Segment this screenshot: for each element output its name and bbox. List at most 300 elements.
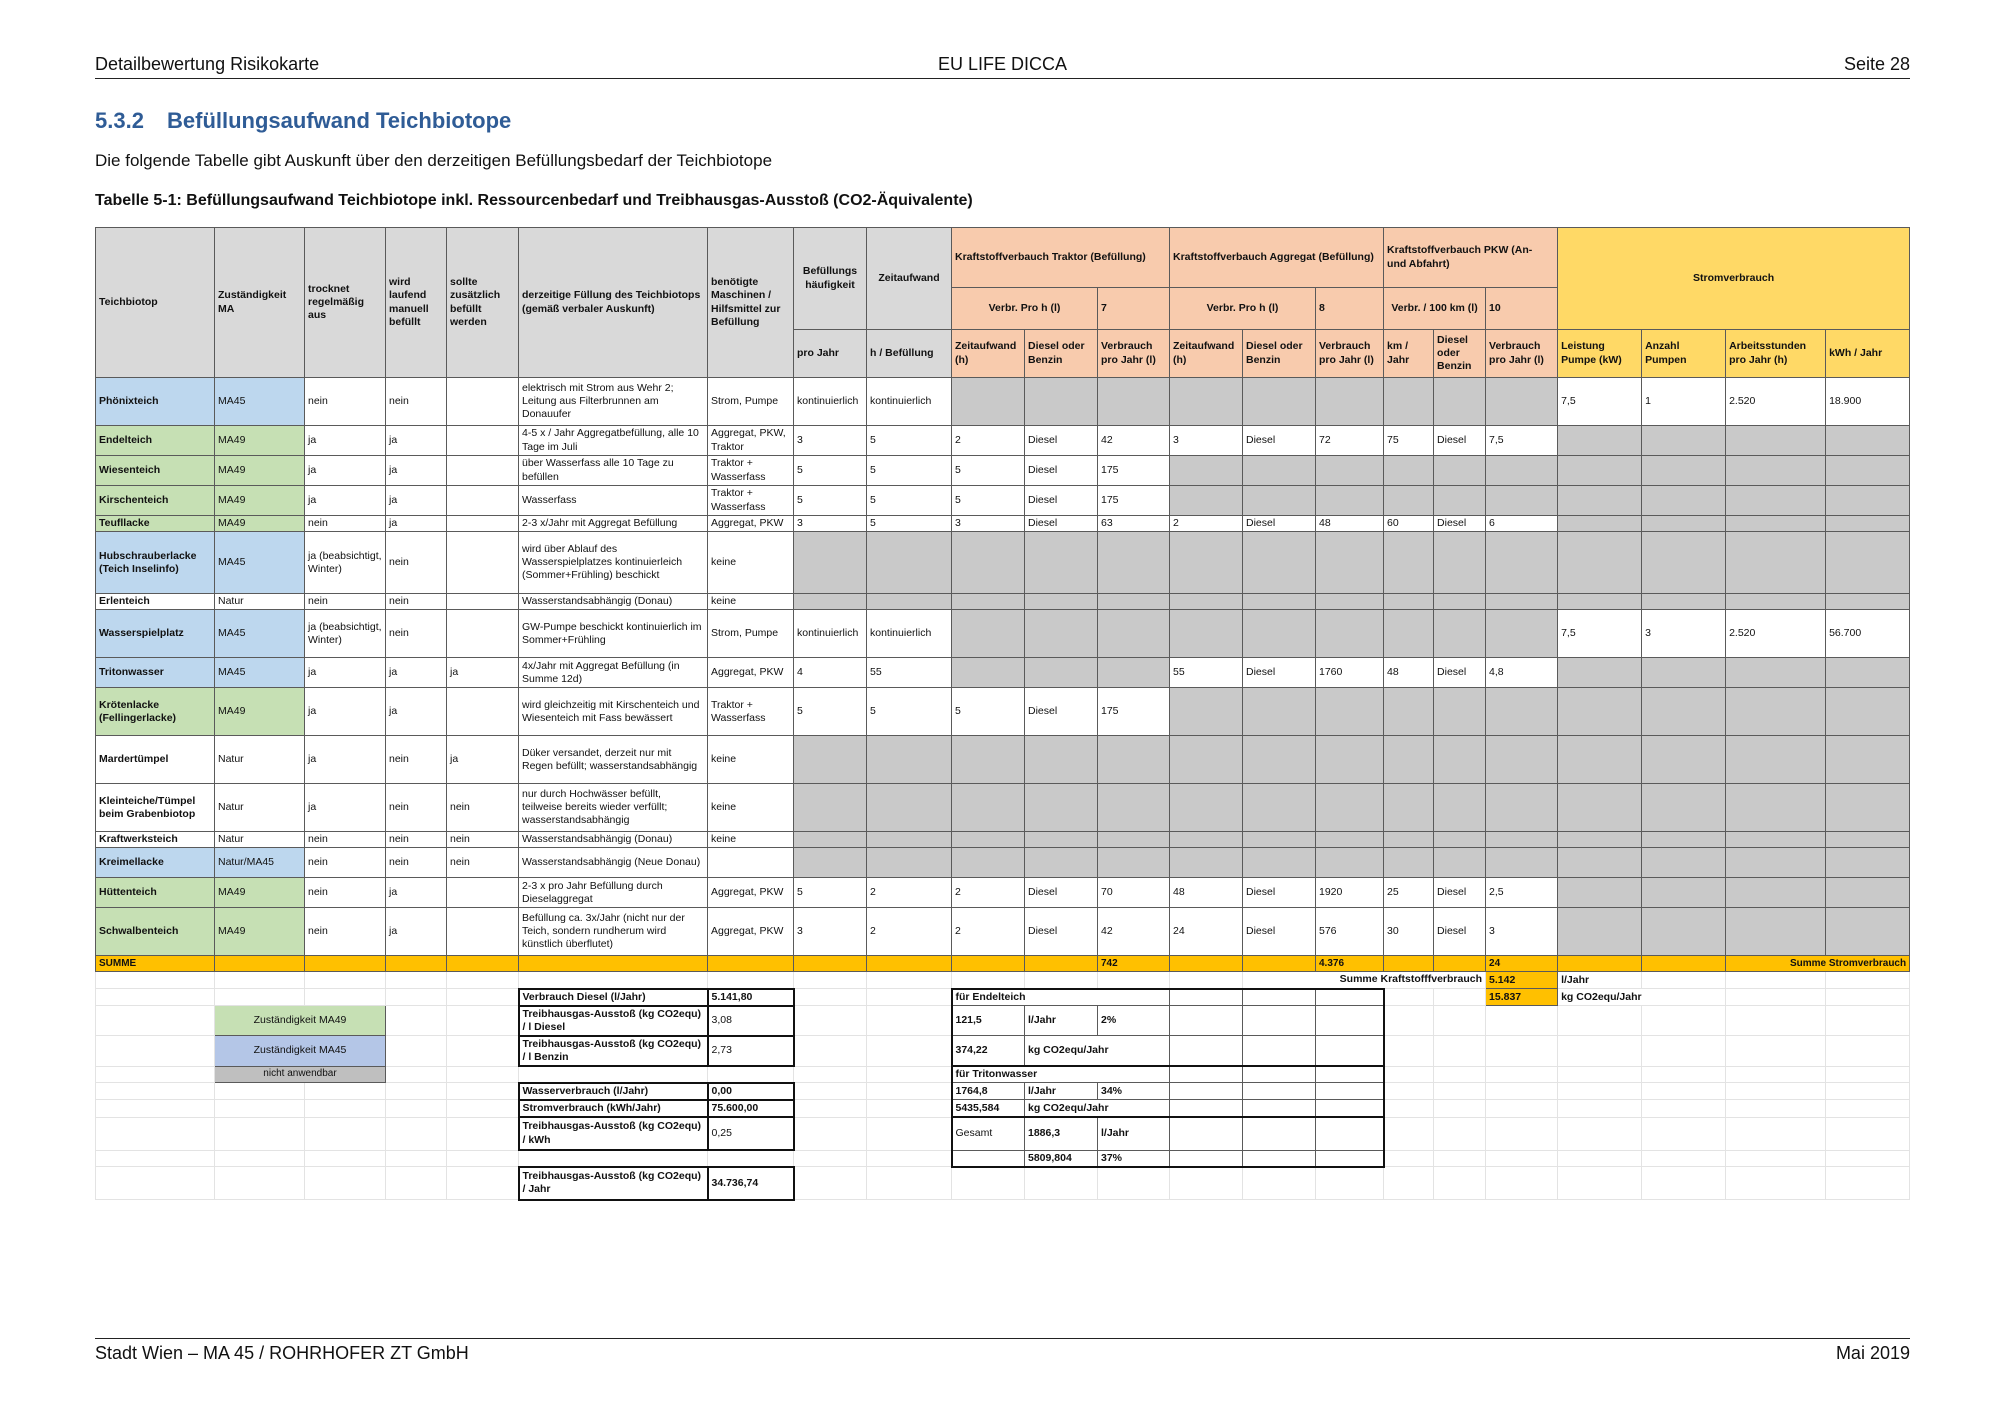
cell-maschinen: Traktor + Wasserfass <box>708 688 794 736</box>
cell-zust: Natur <box>215 832 305 848</box>
cell-zust: MA49 <box>215 688 305 736</box>
legend-ma45: Zuständigkeit MA45 <box>215 1036 386 1066</box>
cell-zeitaufwand: 5 <box>867 688 952 736</box>
cell-kwh <box>1826 532 1910 594</box>
cell-pd <box>1434 378 1486 426</box>
cell-haeufigkeit: 5 <box>794 878 867 908</box>
triton-gesamt-label: Gesamt <box>952 1117 1025 1150</box>
cell-kwh <box>1826 456 1910 486</box>
calc-co2-kwh-val: 0,25 <box>708 1117 794 1150</box>
cell-ad <box>1243 784 1316 832</box>
cell-zust: Natur/MA45 <box>215 848 305 878</box>
cell-tz: 3 <box>952 516 1025 532</box>
cell-tz <box>952 610 1025 658</box>
cell-anzahl <box>1642 516 1726 532</box>
table-row <box>96 456 1910 486</box>
cell-fuellung: 4-5 x / Jahr Aggregatbefüllung, alle 10 Tage im Juli <box>519 426 708 456</box>
cell-az <box>1170 486 1243 516</box>
table-row <box>96 848 1910 878</box>
cell-km <box>1384 848 1434 878</box>
cell-sollte <box>447 532 519 594</box>
cell-manuell: nein <box>386 832 447 848</box>
th-trocknet: trocknet regelmäßig aus <box>305 228 386 378</box>
th-pro-jahr: pro Jahr <box>794 330 867 378</box>
cell-pv <box>1486 784 1558 832</box>
cell-leistung: 7,5 <box>1558 610 1642 658</box>
cell-td <box>1025 658 1098 688</box>
cell-haeufigkeit: 5 <box>794 688 867 736</box>
section-title-text: Befüllungsaufwand Teichbiotope <box>167 108 512 133</box>
cell-trocknet: ja (beabsichtigt, Winter) <box>305 532 386 594</box>
cell-sollte: nein <box>447 832 519 848</box>
cell-maschinen: Aggregat, PKW <box>708 516 794 532</box>
calc-co2-kwh-label: Treibhausgas-Ausstoß (kg CO2equ) / kWh <box>519 1117 708 1150</box>
cell-tz <box>952 832 1025 848</box>
cell-haeufigkeit: kontinuierlich <box>794 610 867 658</box>
cell-sollte: nein <box>447 848 519 878</box>
triton-l2-unit: kg CO2equ/Jahr <box>1025 1100 1170 1117</box>
kraftstoff-label: Summe Kraftstofffverbrauch <box>1243 972 1486 989</box>
th-zustaendigkeit: Zuständigkeit MA <box>215 228 305 378</box>
cell-km <box>1384 456 1434 486</box>
cell-name: Mardertümpel <box>96 736 215 784</box>
cell-tv <box>1098 658 1170 688</box>
th-maschinen: benötigte Maschinen / Hilfsmittel zur Befüllung <box>708 228 794 378</box>
cell-tv <box>1098 784 1170 832</box>
cell-pv: 3 <box>1486 908 1558 956</box>
cell-td <box>1025 848 1098 878</box>
triton-l1-unit: l/Jahr <box>1025 1083 1098 1100</box>
cell-arbeitsstunden <box>1726 486 1826 516</box>
cell-tz <box>952 378 1025 426</box>
cell-name: Erlenteich <box>96 594 215 610</box>
cell-manuell: ja <box>386 426 447 456</box>
intro-text: Die folgende Tabelle gibt Auskunft über den derzeitigen Befüllungsbedarf der Teichbiotope <box>95 151 773 170</box>
cell-haeufigkeit: kontinuierlich <box>794 378 867 426</box>
th-pkw-diesel: Diesel oder Benzin <box>1434 330 1486 378</box>
cell-zeitaufwand <box>867 784 952 832</box>
cell-km <box>1384 486 1434 516</box>
cell-pv <box>1486 832 1558 848</box>
cell-trocknet: ja <box>305 456 386 486</box>
cell-name: Teufllacke <box>96 516 215 532</box>
cell-sollte: nein <box>447 784 519 832</box>
cell-fuellung: wird über Ablauf des Wasserspielplatzes kontinuierleich (Sommer+Frühling) beschickt <box>519 532 708 594</box>
cell-td: Diesel <box>1025 878 1098 908</box>
cell-trocknet: nein <box>305 878 386 908</box>
cell-td <box>1025 610 1098 658</box>
cell-tv <box>1098 610 1170 658</box>
cell-pd: Diesel <box>1434 878 1486 908</box>
th-pkw-verbr: Verbr. / 100 km (l) <box>1384 288 1486 330</box>
cell-av <box>1316 848 1384 878</box>
cell-trocknet: ja <box>305 784 386 832</box>
cell-fuellung: 2-3 x pro Jahr Befüllung durch Dieselaggregat <box>519 878 708 908</box>
cell-ad: Diesel <box>1243 516 1316 532</box>
cell-az <box>1170 736 1243 784</box>
cell-arbeitsstunden <box>1726 736 1826 784</box>
th-zeitaufwand: Zeitaufwand <box>867 228 952 330</box>
cell-az <box>1170 456 1243 486</box>
summe-pkw: 24 <box>1486 956 1558 972</box>
cell-maschinen: Aggregat, PKW <box>708 658 794 688</box>
summe-aggregat: 4.376 <box>1316 956 1384 972</box>
cell-leistung <box>1558 908 1642 956</box>
cell-kwh <box>1826 848 1910 878</box>
cell-tv: 175 <box>1098 688 1170 736</box>
cell-pd <box>1434 594 1486 610</box>
cell-ad <box>1243 832 1316 848</box>
cell-km: 30 <box>1384 908 1434 956</box>
page-footer <box>95 1338 1910 1363</box>
cell-pd <box>1434 784 1486 832</box>
cell-kwh <box>1826 486 1910 516</box>
cell-ad: Diesel <box>1243 426 1316 456</box>
endel-title: für Endelteich <box>952 989 1170 1006</box>
cell-pv <box>1486 456 1558 486</box>
cell-fuellung: Wasserstandsabhängig (Donau) <box>519 594 708 610</box>
th-traktor-val: 7 <box>1098 288 1170 330</box>
th-pkw-val: 10 <box>1486 288 1558 330</box>
cell-zust: MA45 <box>215 610 305 658</box>
table-row <box>96 426 1910 456</box>
cell-sollte <box>447 688 519 736</box>
cell-tz <box>952 532 1025 594</box>
cell-kwh: 18.900 <box>1826 378 1910 426</box>
table-row <box>96 908 1910 956</box>
cell-km <box>1384 688 1434 736</box>
table-body <box>96 378 1910 956</box>
cell-maschinen: Aggregat, PKW <box>708 878 794 908</box>
cell-maschinen: Strom, Pumpe <box>708 378 794 426</box>
cell-pv: 2,5 <box>1486 878 1558 908</box>
cell-zust: MA49 <box>215 908 305 956</box>
cell-manuell: nein <box>386 848 447 878</box>
cell-maschinen <box>708 848 794 878</box>
cell-name: Wasserspielplatz <box>96 610 215 658</box>
cell-ad <box>1243 486 1316 516</box>
cell-ad <box>1243 456 1316 486</box>
calc-wasser-label: Wasserverbrauch (l/Jahr) <box>519 1083 708 1100</box>
table-row <box>96 784 1910 832</box>
calc-diesel-val: 5.141,80 <box>708 989 794 1006</box>
cell-name: Hüttenteich <box>96 878 215 908</box>
cell-pd: Diesel <box>1434 426 1486 456</box>
cell-haeufigkeit: 5 <box>794 486 867 516</box>
cell-leistung <box>1558 736 1642 784</box>
cell-pd <box>1434 456 1486 486</box>
cell-tv: 175 <box>1098 486 1170 516</box>
cell-name: Kreimellacke <box>96 848 215 878</box>
cell-td <box>1025 832 1098 848</box>
calc-strom-label: Stromverbrauch (kWh/Jahr) <box>519 1100 708 1117</box>
cell-zeitaufwand: kontinuierlich <box>867 378 952 426</box>
cell-zeitaufwand: 5 <box>867 426 952 456</box>
endel-l2-val: 374,22 <box>952 1036 1025 1066</box>
cell-tv <box>1098 594 1170 610</box>
cell-av: 72 <box>1316 426 1384 456</box>
calc-co2-total-val: 34.736,74 <box>708 1167 794 1200</box>
cell-sollte <box>447 486 519 516</box>
table-row <box>96 486 1910 516</box>
th-sollte: sollte zusätzlich befüllt werden <box>447 228 519 378</box>
cell-manuell: nein <box>386 378 447 426</box>
cell-kwh <box>1826 658 1910 688</box>
cell-arbeitsstunden <box>1726 878 1826 908</box>
calc-co2-benzin-val: 2,73 <box>708 1036 794 1066</box>
cell-leistung <box>1558 426 1642 456</box>
cell-kwh <box>1826 736 1910 784</box>
cell-trocknet: ja (beabsichtigt, Winter) <box>305 610 386 658</box>
cell-name: Kleinteiche/Tümpel beim Grabenbiotop <box>96 784 215 832</box>
cell-tv: 63 <box>1098 516 1170 532</box>
cell-td: Diesel <box>1025 688 1098 736</box>
cell-trocknet: ja <box>305 688 386 736</box>
cell-maschinen: keine <box>708 532 794 594</box>
summe-strom-label: Summe Stromverbrauch <box>1726 956 1910 972</box>
endel-l2-unit: kg CO2equ/Jahr <box>1025 1036 1170 1066</box>
cell-arbeitsstunden <box>1726 832 1826 848</box>
cell-name: Schwalbenteich <box>96 908 215 956</box>
cell-av <box>1316 486 1384 516</box>
kraftstoff-liter: 5.142 <box>1486 972 1558 989</box>
cell-pd: Diesel <box>1434 658 1486 688</box>
cell-trocknet: nein <box>305 848 386 878</box>
cell-fuellung: Wasserstandsabhängig (Neue Donau) <box>519 848 708 878</box>
cell-sollte <box>447 610 519 658</box>
cell-fuellung: Wasserstandsabhängig (Donau) <box>519 832 708 848</box>
cell-leistung <box>1558 832 1642 848</box>
table-row <box>96 610 1910 658</box>
cell-zust: MA49 <box>215 878 305 908</box>
cell-anzahl <box>1642 848 1726 878</box>
cell-ad: Diesel <box>1243 658 1316 688</box>
th-traktor-zeit: Zeitaufwand (h) <box>952 330 1025 378</box>
cell-haeufigkeit <box>794 832 867 848</box>
cell-pv <box>1486 688 1558 736</box>
cell-name: Kraftwerksteich <box>96 832 215 848</box>
cell-trocknet: nein <box>305 908 386 956</box>
cell-az <box>1170 594 1243 610</box>
cell-tv <box>1098 378 1170 426</box>
triton-title: für Tritonwasser <box>952 1066 1170 1083</box>
table-row <box>96 594 1910 610</box>
cell-arbeitsstunden <box>1726 658 1826 688</box>
cell-td <box>1025 594 1098 610</box>
cell-manuell: nein <box>386 594 447 610</box>
th-aggregat-diesel: Diesel oder Benzin <box>1243 330 1316 378</box>
cell-trocknet: nein <box>305 832 386 848</box>
cell-anzahl <box>1642 658 1726 688</box>
cell-kwh: 56.700 <box>1826 610 1910 658</box>
cell-tv <box>1098 832 1170 848</box>
cell-tz <box>952 658 1025 688</box>
cell-km <box>1384 784 1434 832</box>
summe-traktor: 742 <box>1098 956 1170 972</box>
cell-zeitaufwand: 5 <box>867 486 952 516</box>
cell-manuell: ja <box>386 878 447 908</box>
th-traktor-verbr: Verbr. Pro h (l) <box>952 288 1098 330</box>
endel-l1-unit: l/Jahr <box>1025 1006 1098 1036</box>
cell-sollte <box>447 878 519 908</box>
th-pkw-verbrauch: Verbrauch pro Jahr (l) <box>1486 330 1558 378</box>
cell-pd <box>1434 532 1486 594</box>
cell-zust: MA45 <box>215 658 305 688</box>
table-row <box>96 736 1910 784</box>
cell-pv <box>1486 736 1558 784</box>
th-aggregat-verbrauch: Verbrauch pro Jahr (l) <box>1316 330 1384 378</box>
th-traktor-group: Kraftstoffverbauch Traktor (Befüllung) <box>952 228 1170 288</box>
cell-maschinen: Aggregat, PKW, Traktor <box>708 426 794 456</box>
calc-strom-val: 75.600,00 <box>708 1100 794 1117</box>
cell-anzahl <box>1642 736 1726 784</box>
triton-co2-val: 5809,804 <box>1025 1150 1098 1167</box>
cell-anzahl <box>1642 832 1726 848</box>
th-pkw-group: Kraftstoffverbauch PKW (An- und Abfahrt) <box>1384 228 1558 288</box>
cell-zeitaufwand <box>867 594 952 610</box>
cell-maschinen: keine <box>708 784 794 832</box>
cell-pd <box>1434 610 1486 658</box>
summe-label: SUMME <box>96 956 215 972</box>
th-pkw-km: km / Jahr <box>1384 330 1434 378</box>
th-aggregat-verbr: Verbr. Pro h (l) <box>1170 288 1316 330</box>
cell-av <box>1316 378 1384 426</box>
cell-name: Tritonwasser <box>96 658 215 688</box>
cell-av <box>1316 736 1384 784</box>
cell-haeufigkeit: 3 <box>794 908 867 956</box>
cell-av <box>1316 456 1384 486</box>
cell-az: 3 <box>1170 426 1243 456</box>
cell-km <box>1384 378 1434 426</box>
fill-effort-table <box>95 227 1910 1201</box>
cell-trocknet: nein <box>305 516 386 532</box>
th-aggregat-val: 8 <box>1316 288 1384 330</box>
cell-maschinen: Traktor + Wasserfass <box>708 486 794 516</box>
legend-ma49: Zuständigkeit MA49 <box>215 1006 386 1036</box>
cell-av: 1760 <box>1316 658 1384 688</box>
calc-diesel-label: Verbrauch Diesel (l/Jahr) <box>519 989 708 1006</box>
cell-av: 576 <box>1316 908 1384 956</box>
cell-zeitaufwand: 55 <box>867 658 952 688</box>
cell-td <box>1025 784 1098 832</box>
cell-manuell: nein <box>386 784 447 832</box>
cell-tz: 2 <box>952 878 1025 908</box>
cell-haeufigkeit: 3 <box>794 516 867 532</box>
cell-sollte: ja <box>447 658 519 688</box>
cell-zust: MA49 <box>215 486 305 516</box>
cell-km <box>1384 610 1434 658</box>
cell-name: Wiesenteich <box>96 456 215 486</box>
summe-row <box>96 956 1910 972</box>
cell-fuellung: GW-Pumpe beschickt kontinuierlich im Sommer+Frühling <box>519 610 708 658</box>
cell-name: Phönixteich <box>96 378 215 426</box>
cell-kwh <box>1826 594 1910 610</box>
cell-pv <box>1486 594 1558 610</box>
header-center: EU LIFE DICCA <box>937 54 1068 74</box>
cell-td: Diesel <box>1025 516 1098 532</box>
cell-az: 2 <box>1170 516 1243 532</box>
cell-pv <box>1486 848 1558 878</box>
cell-pv: 4,8 <box>1486 658 1558 688</box>
table-row <box>96 688 1910 736</box>
cell-trocknet: nein <box>305 378 386 426</box>
cell-pd <box>1434 688 1486 736</box>
page-header <box>95 52 1910 79</box>
cell-manuell: nein <box>386 610 447 658</box>
cell-anzahl <box>1642 532 1726 594</box>
cell-pd: Diesel <box>1434 908 1486 956</box>
calc-co2-diesel-val: 3,08 <box>708 1006 794 1036</box>
cell-zeitaufwand: kontinuierlich <box>867 610 952 658</box>
cell-leistung <box>1558 516 1642 532</box>
cell-tv: 175 <box>1098 456 1170 486</box>
cell-pd <box>1434 832 1486 848</box>
cell-name: Kirschenteich <box>96 486 215 516</box>
cell-arbeitsstunden <box>1726 532 1826 594</box>
cell-kwh <box>1826 426 1910 456</box>
cell-ad <box>1243 688 1316 736</box>
cell-km <box>1384 832 1434 848</box>
cell-km: 60 <box>1384 516 1434 532</box>
cell-ad <box>1243 848 1316 878</box>
cell-leistung: 7,5 <box>1558 378 1642 426</box>
cell-kwh <box>1826 832 1910 848</box>
cell-ad <box>1243 378 1316 426</box>
cell-arbeitsstunden <box>1726 848 1826 878</box>
cell-pv: 6 <box>1486 516 1558 532</box>
cell-sollte <box>447 426 519 456</box>
cell-pd <box>1434 736 1486 784</box>
cell-az <box>1170 532 1243 594</box>
cell-td <box>1025 736 1098 784</box>
th-fuellung: derzeitige Füllung des Teichbiotops (gemäß verbaler Auskunft) <box>519 228 708 378</box>
cell-anzahl <box>1642 784 1726 832</box>
cell-az: 55 <box>1170 658 1243 688</box>
cell-pv <box>1486 532 1558 594</box>
cell-av <box>1316 688 1384 736</box>
th-haeufigkeit: Befüllungs häufigkeit <box>794 228 867 330</box>
cell-pv <box>1486 610 1558 658</box>
cell-ad <box>1243 594 1316 610</box>
cell-maschinen: Traktor + Wasserfass <box>708 456 794 486</box>
th-traktor-diesel: Diesel oder Benzin <box>1025 330 1098 378</box>
footer-left: Stadt Wien – MA 45 / ROHRHOFER ZT GmbH <box>95 1343 469 1363</box>
cell-kwh <box>1826 516 1910 532</box>
th-traktor-verbrauch: Verbrauch pro Jahr (l) <box>1098 330 1170 378</box>
cell-haeufigkeit <box>794 736 867 784</box>
cell-zust: MA49 <box>215 516 305 532</box>
cell-fuellung: 4x/Jahr mit Aggregat Befüllung (in Summe 12d) <box>519 658 708 688</box>
triton-l1-pct: 34% <box>1098 1083 1170 1100</box>
cell-az <box>1170 610 1243 658</box>
triton-gesamt-val: 1886,3 <box>1025 1117 1098 1150</box>
cell-arbeitsstunden <box>1726 784 1826 832</box>
cell-name: Hubschrauberlacke (Teich Inselinfo) <box>96 532 215 594</box>
cell-arbeitsstunden <box>1726 456 1826 486</box>
cell-name: Krötenlacke (Fellingerlacke) <box>96 688 215 736</box>
cell-pd <box>1434 486 1486 516</box>
th-arbeitsstunden: Arbeitsstunden pro Jahr (h) <box>1726 330 1826 378</box>
cell-arbeitsstunden <box>1726 426 1826 456</box>
cell-sollte <box>447 594 519 610</box>
header-left: Detailbewertung Risikokarte <box>95 54 320 74</box>
cell-td <box>1025 532 1098 594</box>
cell-pv <box>1486 378 1558 426</box>
cell-av <box>1316 610 1384 658</box>
cell-anzahl <box>1642 688 1726 736</box>
cell-fuellung: über Wasserfass alle 10 Tage zu befüllen <box>519 456 708 486</box>
cell-leistung <box>1558 456 1642 486</box>
